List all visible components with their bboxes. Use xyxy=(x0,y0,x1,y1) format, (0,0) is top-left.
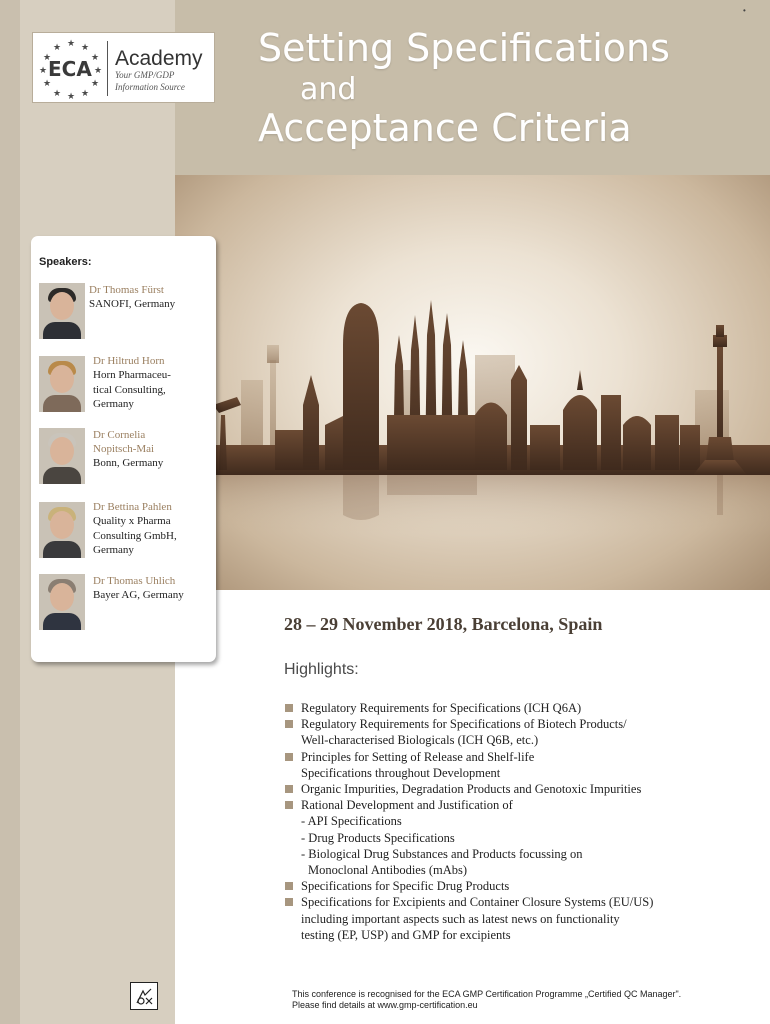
speaker-affiliation: SANOFI, Germany xyxy=(89,298,176,310)
speaker-name: Dr Hiltrud Horn xyxy=(93,355,165,367)
speaker-photo xyxy=(39,356,85,412)
title-line-1: Setting Specifications xyxy=(258,26,670,70)
square-bullet-icon xyxy=(285,753,293,761)
highlights-list xyxy=(284,700,744,943)
logo-divider xyxy=(107,41,108,96)
speakers-heading: Speakers: xyxy=(39,256,92,268)
speaker-affiliation: Bayer AG, Germany xyxy=(93,589,184,601)
speaker-photo xyxy=(39,428,85,484)
svg-text:★: ★ xyxy=(91,52,100,62)
speaker-name: Dr Bettina Pahlen xyxy=(93,501,172,513)
svg-text:★: ★ xyxy=(53,88,62,98)
svg-text:★: ★ xyxy=(67,38,76,48)
speaker-name: Dr Thomas Fürst xyxy=(89,284,164,296)
highlight-item: Principles for Setting of Release and Shelf-life Specifications throughout Development xyxy=(284,749,744,781)
speaker-affiliation: Horn Pharmaceu- tical Consulting, Germany xyxy=(93,369,171,410)
speaker-affiliation: Quality x Pharma Consulting GmbH, Germany xyxy=(93,515,177,556)
logo-tagline-2: Information Source xyxy=(115,82,185,92)
barcelona-skyline-image xyxy=(175,175,770,590)
highlight-item: Specifications for Specific Drug Products xyxy=(284,878,744,894)
logo-mark: ECA xyxy=(48,57,92,81)
square-bullet-icon xyxy=(285,785,293,793)
svg-text:★: ★ xyxy=(43,52,52,62)
svg-text:★: ★ xyxy=(53,42,62,52)
svg-text:★: ★ xyxy=(81,42,90,52)
logo-name: Academy xyxy=(115,47,203,70)
certification-badge-icon xyxy=(130,982,158,1010)
title-line-2: and xyxy=(300,72,357,107)
svg-text:★: ★ xyxy=(67,91,76,100)
highlights-heading: Highlights: xyxy=(284,661,359,678)
highlight-item: Regulatory Requirements for Specifications of Biotech Products/ Well-characterised Biologicals (ICH Q6B, etc.) xyxy=(284,716,744,748)
speaker-affiliation: Bonn, Germany xyxy=(93,457,164,469)
square-bullet-icon xyxy=(285,898,293,906)
square-bullet-icon xyxy=(285,720,293,728)
svg-text:★: ★ xyxy=(43,78,52,88)
square-bullet-icon xyxy=(285,704,293,712)
square-bullet-icon xyxy=(285,801,293,809)
title-line-3: Acceptance Criteria xyxy=(258,106,632,150)
speaker-name: Dr Thomas Uhlich xyxy=(93,575,176,587)
corner-mark: • xyxy=(743,6,746,15)
square-bullet-icon xyxy=(285,882,293,890)
logo-tagline-1: Your GMP/GDP xyxy=(115,70,175,80)
certification-note: This conference is recognised for the ECA GMP Certification Programme „Certified QC Manager". Please find details at www.gmp-certification.eu xyxy=(292,989,682,1010)
eca-academy-logo xyxy=(32,32,215,103)
svg-text:★: ★ xyxy=(39,65,48,75)
speaker-photo xyxy=(39,502,85,558)
svg-text:★: ★ xyxy=(91,78,100,88)
speaker-photo xyxy=(39,283,85,339)
highlight-item: Organic Impurities, Degradation Products and Genotoxic Impurities xyxy=(284,781,744,797)
event-date-location: 28 – 29 November 2018, Barcelona, Spain xyxy=(284,614,603,634)
highlight-item: Specifications for Excipients and Container Closure Systems (EU/US) including important aspects such as latest news on functionality testing (EP, USP) and GMP for excipients xyxy=(284,894,744,943)
svg-text:★: ★ xyxy=(81,88,90,98)
highlight-item: Regulatory Requirements for Specifications (ICH Q6A) xyxy=(284,700,744,716)
svg-text:★: ★ xyxy=(94,65,103,75)
speakers-panel xyxy=(31,236,216,662)
speaker-name: Dr Cornelia Nopitsch-Mai xyxy=(93,429,155,455)
highlight-item: Rational Development and Justification of - API Specifications - Drug Products Specifications - Biological Drug Substances and Products focussing on Monoclonal Antibodies (mAbs) xyxy=(284,797,744,878)
left-edge-band xyxy=(0,0,20,1024)
speaker-photo xyxy=(39,574,85,630)
